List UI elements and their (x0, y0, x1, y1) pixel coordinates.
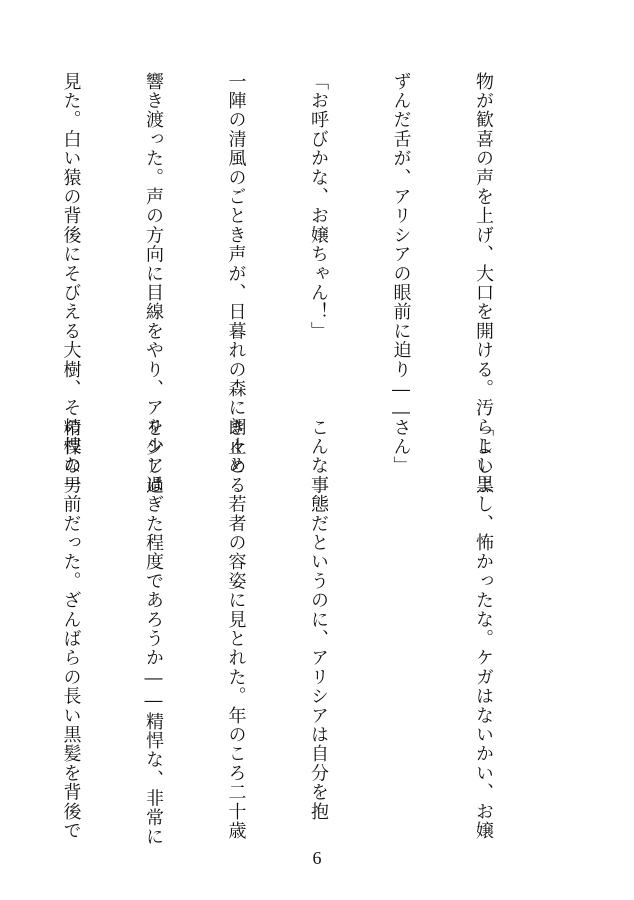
text-line (0, 418, 2, 778)
text-line: 精悍な男前だった。ざんばらの長い黒髪を背後で (60, 418, 82, 841)
text-line: 一陣の清風のごとき声が、日暮れの森に朗々と (225, 72, 247, 476)
lower-text-block (60, 418, 552, 847)
text-line: さん」 (390, 418, 412, 476)
text-line: 見た。白い猿の背後にそびえる大樹、その枝の一 (60, 72, 82, 495)
text-line: 「よしよし、怖かったな。ケガはないかい、お嬢 (473, 418, 494, 841)
page-number: 6 (312, 848, 322, 868)
text-line (0, 72, 2, 392)
text-line: 響き渡った。声の方向に目線をやり、アリシアは (143, 72, 164, 495)
text-line: 「お呼びかな、お嬢ちゃん！」 (308, 72, 329, 341)
text-line: 物が歓喜の声を上げ、大口を開ける。汚らしい黒 (473, 72, 494, 495)
text-line: を少し過ぎた程度であろうか――精悍な、非常に (143, 418, 164, 847)
text-line: ずんだ舌が、アリシアの眼前に迫り―― (390, 72, 412, 424)
text-line: こんな事態だというのに、アリシアは自分を抱 (308, 418, 329, 822)
text-line: き止める若者の容姿に見とれた。年のころ二十歳 (225, 418, 247, 841)
